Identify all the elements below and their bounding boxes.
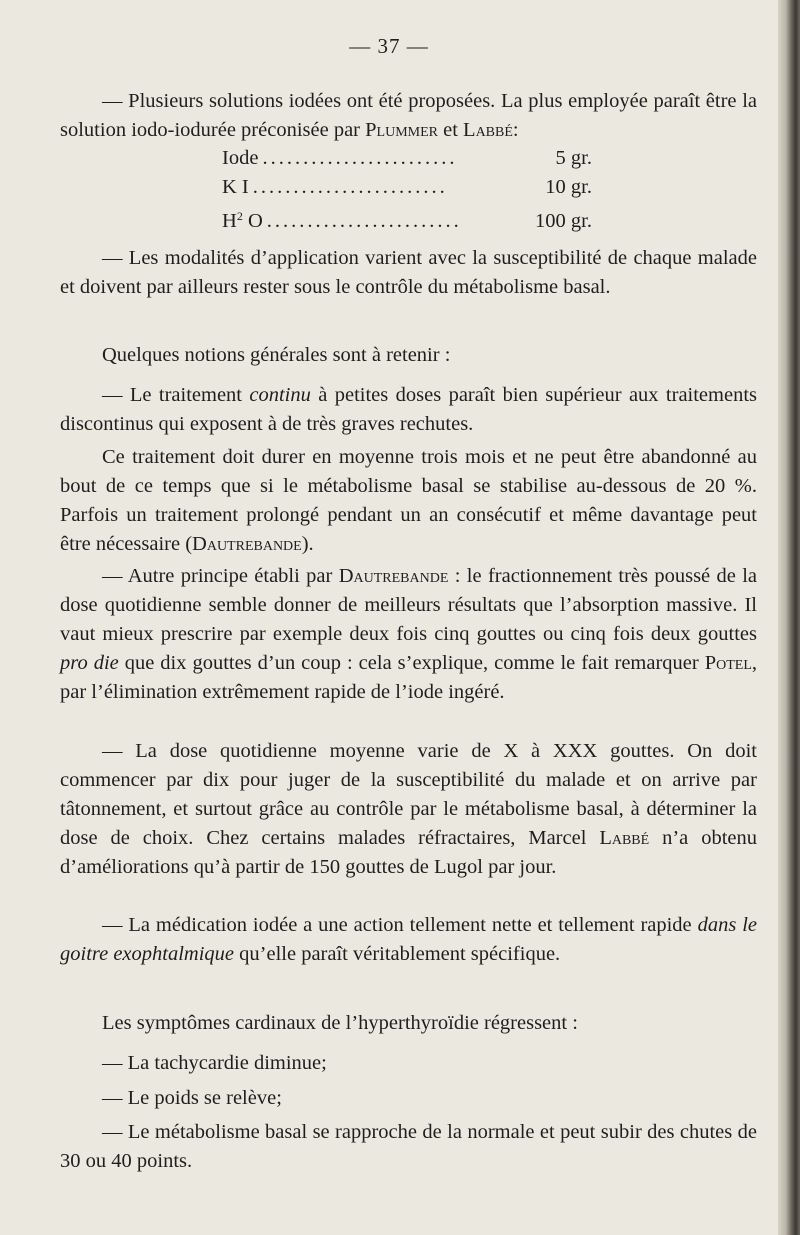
paragraph-fractionnement: — Autre principe établi par Dautrebande : le fractionnement très poussé de la dose quotidienne semble donner de meilleurs résultats que l’absorption massive. Il vaut mieux prescrire par exemple deux fois cinq gouttes ou cinq fois deux gouttes pro die que dix gouttes d’un coup : cela s’explique, comme le fait remarquer Potel, par l’élimination extrêmement rapide de l’iode ingéré. bbox=[60, 565, 757, 703]
author-name: Plummer bbox=[365, 119, 438, 141]
formula-row-water: $H^2$ O ........................ 100 gr. bbox=[222, 209, 592, 232]
author-name: Dautrebande bbox=[192, 533, 302, 555]
page-number: — 37 — bbox=[349, 34, 429, 58]
author-name: Labbé bbox=[463, 119, 513, 141]
paragraph-modalites: — Les modalités d’application varient avec la susceptibilité de chaque malade et doivent par ailleurs rester sous le contrôle du métabolisme basal. bbox=[60, 247, 757, 298]
author-name: Dautrebande bbox=[338, 565, 449, 587]
paragraph-duree: Ce traitement doit durer en moyenne trois mois et ne peut être abandonné au bout de ce temps que si le métabolisme basal se stabilise au-dessous de 20 %. Parfois un traitement prolongé pendant un an consécutif et même davantage peut être nécessaire (Dautrebande). bbox=[60, 446, 757, 555]
paragraph-symptomes: Les symptômes cardinaux de l’hyperthyroïdie régressent : bbox=[102, 1012, 578, 1034]
paragraph-notions: Quelques notions générales sont à retenir : bbox=[102, 344, 451, 366]
list-item-poids: — Le poids se relève; bbox=[102, 1087, 282, 1109]
author-name: Labbé bbox=[599, 827, 650, 849]
paragraph-dose: — La dose quotidienne moyenne varie de X à XXX gouttes. On doit commencer par dix pour juger de la susceptibilité du malade et on arrive par tâtonnement, et surtout grâce au contrôle par le métabolisme basal, à déterminer la dose de choix. Chez certains malades réfractaires, Marcel Labbé n’a obtenu d’améliorations qu’à partir de 150 gouttes de Lugol par jour. bbox=[60, 740, 757, 878]
paragraph-medication: — La médication iodée a une action tellement nette et tellement rapide dans le goitre exophtalmique qu’elle paraît véritablement spécifique. bbox=[60, 914, 757, 965]
paragraph-continu: — Le traitement continu à petites doses paraît bien supérieur aux traitements discontinus qui exposent à de très graves rechutes. bbox=[60, 384, 757, 435]
formula-row-iode: Iode ........................ 5 gr. bbox=[222, 147, 592, 169]
formula-row-ki: K I ........................ 10 gr. bbox=[222, 176, 592, 198]
list-item-tachycardie: — La tachycardie diminue; bbox=[102, 1052, 327, 1074]
book-binding-edge bbox=[778, 0, 800, 1235]
author-name: Potel bbox=[704, 652, 752, 674]
paragraph-solutions: — Plusieurs solutions iodées ont été proposées. La plus employée paraît être la solution iodo-iodurée préconisée par Plummer et Labbé: bbox=[60, 90, 757, 141]
list-item-metabolisme: — Le métabolisme basal se rapproche de la normale et peut subir des chutes de 30 ou 40 points. bbox=[60, 1121, 757, 1172]
